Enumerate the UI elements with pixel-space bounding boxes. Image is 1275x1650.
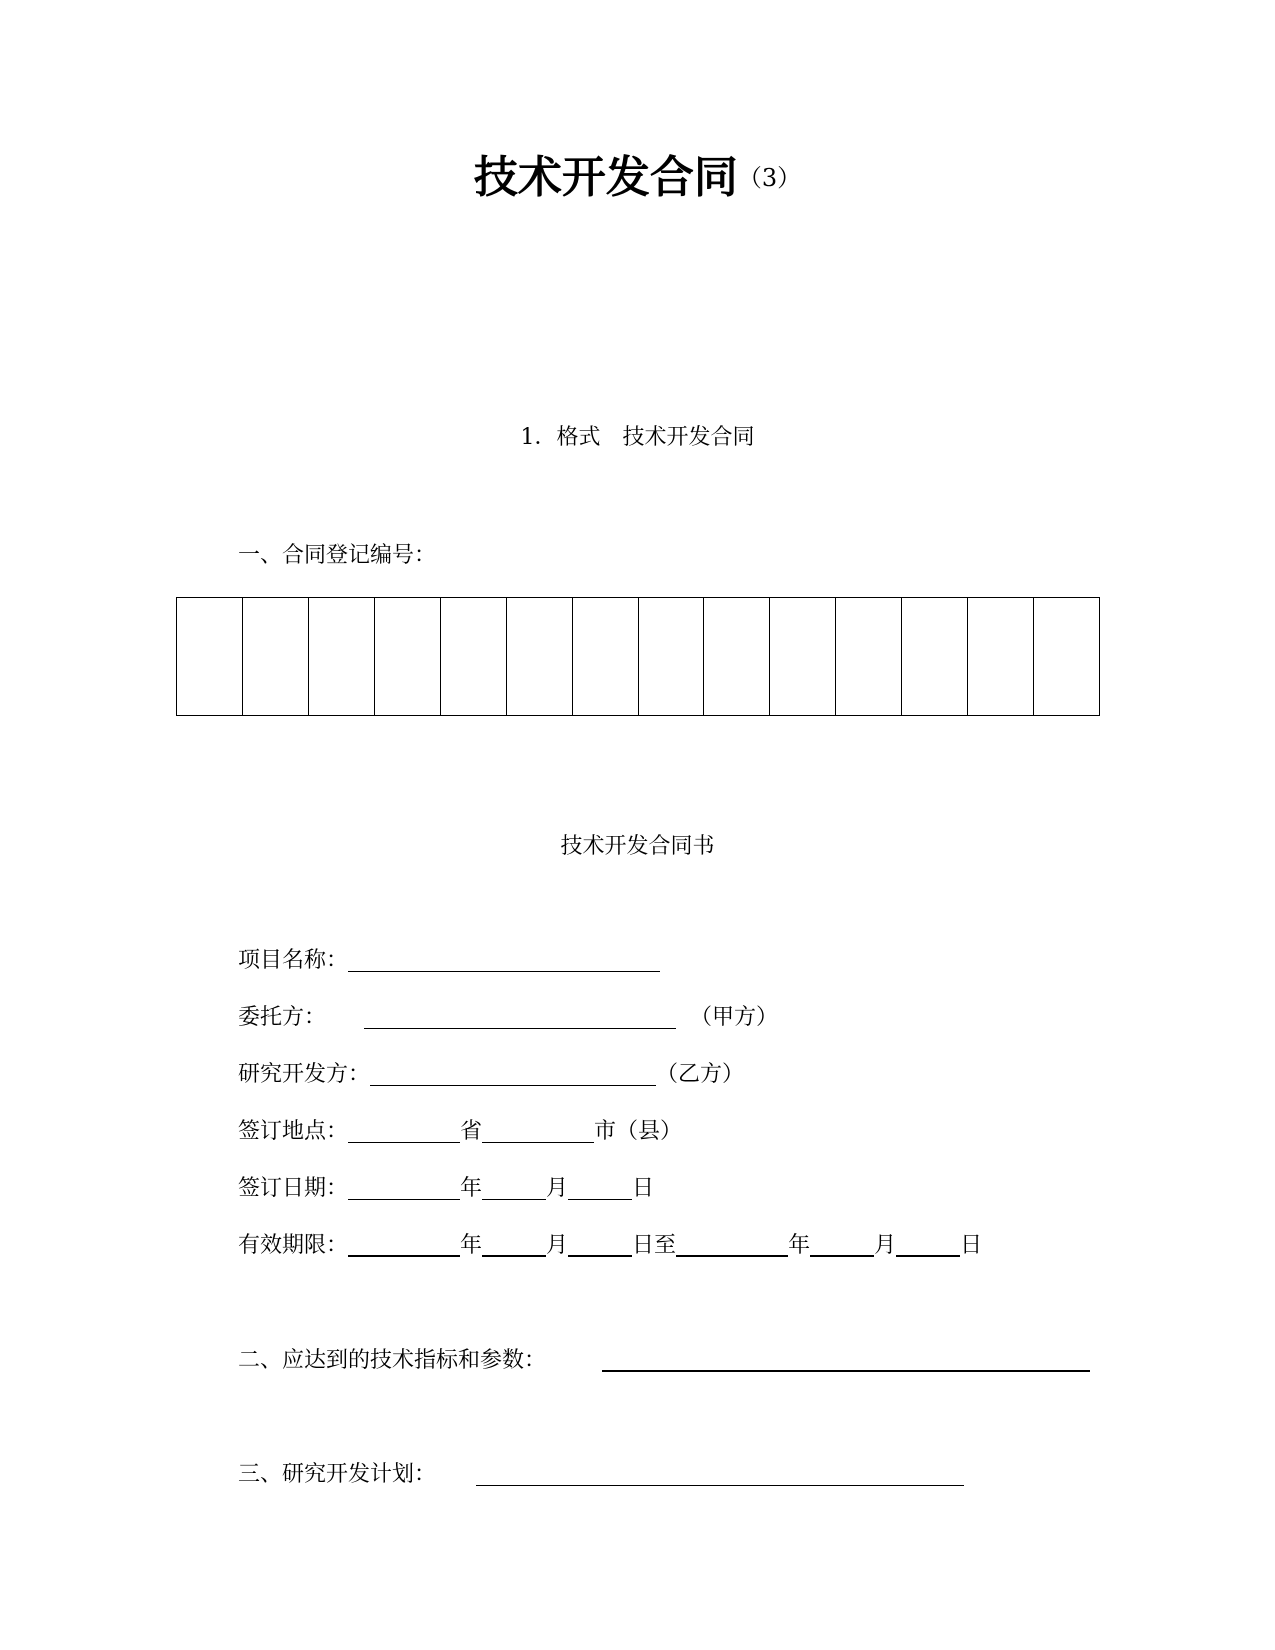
tech-indicators-label: 二、应达到的技术指标和参数： (238, 1348, 547, 1373)
validity-row (238, 1229, 982, 1263)
client-label: 委托方： (238, 1005, 327, 1030)
signing-place-row (238, 1115, 682, 1149)
contract-heading: 技术开发合同书 (560, 834, 715, 859)
signing-month-field[interactable] (482, 1175, 546, 1200)
registration-cell[interactable] (968, 598, 1034, 715)
validity-end-month-field[interactable] (810, 1231, 874, 1257)
signing-date-label: 签订日期： (238, 1176, 349, 1201)
validity-to-text: 日至 (632, 1233, 677, 1258)
registration-number-grid (176, 597, 1100, 716)
validity-start-year-field[interactable] (348, 1231, 460, 1257)
registration-cell[interactable] (507, 598, 573, 715)
validity-end-year-text: 年 (788, 1233, 811, 1258)
registration-cell[interactable] (639, 598, 705, 715)
developer-field[interactable] (370, 1061, 656, 1086)
tech-indicators-row (238, 1344, 1090, 1378)
developer-label: 研究开发方： (238, 1062, 371, 1087)
validity-start-day-field[interactable] (568, 1231, 632, 1257)
registration-cell[interactable] (375, 598, 441, 715)
project-name-row (238, 944, 660, 978)
signing-year-field[interactable] (348, 1175, 460, 1200)
validity-label: 有效期限： (238, 1233, 349, 1258)
developer-row (238, 1058, 744, 1092)
developer-suffix: （乙方） (656, 1062, 745, 1087)
registration-cell[interactable] (573, 598, 639, 715)
client-field[interactable] (364, 1004, 676, 1029)
registration-cell[interactable] (177, 598, 243, 715)
validity-start-year-text: 年 (460, 1233, 483, 1258)
registration-cell[interactable] (243, 598, 309, 715)
document-title (0, 150, 1275, 206)
signing-day-field[interactable] (568, 1175, 632, 1200)
signing-day-text: 日 (632, 1176, 655, 1201)
client-suffix: （甲方） (690, 1005, 779, 1030)
signing-place-label: 签订地点： (238, 1119, 349, 1144)
registration-label: 一、合同登记编号： (238, 543, 437, 568)
dev-plan-row (238, 1458, 964, 1492)
title-main: 技术开发合同 (473, 152, 738, 203)
dev-plan-field[interactable] (476, 1461, 964, 1486)
province-field[interactable] (348, 1118, 460, 1143)
tech-indicators-field[interactable] (602, 1346, 1090, 1372)
validity-end-day-text: 日 (960, 1233, 983, 1258)
client-row (238, 1001, 778, 1035)
registration-cell[interactable] (1034, 598, 1100, 715)
city-field[interactable] (482, 1118, 594, 1143)
province-text: 省 (460, 1119, 483, 1144)
city-text: 市（县） (594, 1119, 683, 1144)
registration-cell[interactable] (441, 598, 507, 715)
project-name-field[interactable] (348, 947, 660, 972)
registration-cell[interactable] (836, 598, 902, 715)
signing-date-row (238, 1172, 654, 1206)
registration-cell[interactable] (309, 598, 375, 715)
validity-end-month-text: 月 (874, 1233, 897, 1258)
title-number: （3） (737, 164, 802, 192)
signing-month-text: 月 (546, 1176, 569, 1201)
dev-plan-label: 三、研究开发计划： (238, 1462, 437, 1487)
registration-cell[interactable] (704, 598, 770, 715)
validity-end-day-field[interactable] (896, 1231, 960, 1257)
validity-end-year-field[interactable] (676, 1231, 788, 1257)
signing-year-text: 年 (460, 1176, 483, 1201)
registration-cell[interactable] (770, 598, 836, 715)
validity-start-month-field[interactable] (482, 1231, 546, 1257)
project-name-label: 项目名称： (238, 948, 349, 973)
registration-cell[interactable] (902, 598, 968, 715)
format-heading: 1．格式 技术开发合同 (520, 425, 755, 450)
validity-start-month-text: 月 (546, 1233, 569, 1258)
